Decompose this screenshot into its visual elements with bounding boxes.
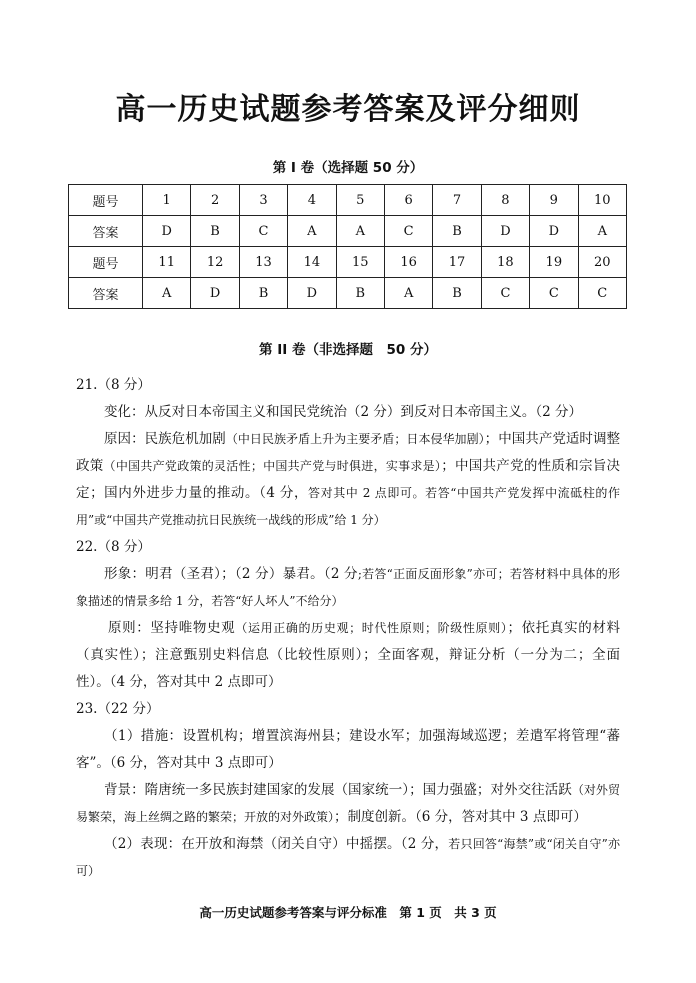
- section-heading-nonchoice: 第 II 卷（非选择题 50 分）: [259, 342, 437, 358]
- section-heading-choice: 第 I 卷（选择题 50 分）: [272, 160, 424, 176]
- row-label: 答案: [69, 278, 143, 309]
- table-cell: D: [530, 216, 578, 247]
- row-label: 题号: [69, 247, 143, 278]
- q22-principle: 原则：坚持唯物史观（运用正确的历史观；时代性原则；阶级性原则）；依托真实的材料（真实性）；注意甄别史料信息（比较性原则）；全面客观，辩证分析（一分为二；全面性）。（4 分，答对其中 2 点即可）: [76, 620, 621, 690]
- table-cell: C: [481, 278, 529, 309]
- q22-image: 形象：明君（圣君）；（2 分）暴君。（2 分;若答“正面反面形象”亦可；若答材料中具体的形象描述的情景多给 1 分，若答“好人坏人”不给分）: [76, 566, 620, 608]
- row-label: 题号: [69, 185, 143, 216]
- q23-heading: 23.（22 分）: [76, 701, 160, 717]
- table-cell: B: [239, 278, 287, 309]
- table-row: [69, 185, 627, 216]
- table-cell: A: [143, 278, 191, 309]
- table-cell: 14: [288, 247, 336, 278]
- table-cell: D: [191, 278, 239, 309]
- table-cell: 7: [433, 185, 481, 216]
- answer-table: [68, 184, 627, 309]
- q21-reason: 原因：民族危机加剧（中日民族矛盾上升为主要矛盾；日本侵华加剧）；中国共产党适时调整政策（中国共产党政策的灵活性；中国共产党与时俱进，实事求是）；中国共产党的性质和宗旨决定；国内外进步力量的推动。（4 分，答对其中 2 点即可。若答“中国共产党发挥中流砥柱的作用”或“中国共产党推动抗日民族统一战线的形成”给 1 分）: [76, 431, 621, 527]
- table-cell: 6: [384, 185, 432, 216]
- table-cell: B: [433, 216, 481, 247]
- table-cell: A: [336, 216, 384, 247]
- page-footer: 高一历史试题参考答案与评分标准 第 1 页 共 3 页: [199, 905, 497, 920]
- table-cell: 4: [288, 185, 336, 216]
- answer-body: [76, 372, 620, 885]
- table-cell: 1: [143, 185, 191, 216]
- table-cell: D: [481, 216, 529, 247]
- table-cell: B: [191, 216, 239, 247]
- table-cell: C: [578, 278, 626, 309]
- q22-heading: 22.（8 分）: [76, 539, 151, 555]
- table-cell: 13: [239, 247, 287, 278]
- row-label: 答案: [69, 216, 143, 247]
- table-cell: B: [336, 278, 384, 309]
- table-cell: 10: [578, 185, 626, 216]
- table-cell: 3: [239, 185, 287, 216]
- table-cell: C: [530, 278, 578, 309]
- table-cell: A: [384, 278, 432, 309]
- table-row: [69, 216, 627, 247]
- table-cell: 2: [191, 185, 239, 216]
- q23-part1-measures: （1）措施：设置机构；增置滨海州县；建设水军；加强海域巡逻；差遣军将管理“蕃客”。（6 分，答对其中 3 点即可）: [76, 728, 620, 771]
- table-cell: 12: [191, 247, 239, 278]
- table-cell: 19: [530, 247, 578, 278]
- q21-heading: 21.（8 分）: [76, 377, 151, 393]
- table-cell: 8: [481, 185, 529, 216]
- table-cell: 20: [578, 247, 626, 278]
- table-cell: A: [578, 216, 626, 247]
- table-cell: B: [433, 278, 481, 309]
- table-cell: D: [143, 216, 191, 247]
- table-cell: 11: [143, 247, 191, 278]
- table-cell: C: [239, 216, 287, 247]
- table-cell: A: [288, 216, 336, 247]
- table-cell: 17: [433, 247, 481, 278]
- table-cell: 16: [384, 247, 432, 278]
- q21-change: 变化：从反对日本帝国主义和国民党统治（2 分）到反对日本帝国主义。（2 分）: [104, 404, 583, 420]
- table-cell: 18: [481, 247, 529, 278]
- page-title: 高一历史试题参考答案及评分细则: [115, 92, 581, 127]
- table-cell: D: [288, 278, 336, 309]
- table-row: [69, 278, 627, 309]
- q23-part2: （2）表现：在开放和海禁（闭关自守）中摇摆。（2 分，若只回答“海禁”或“闭关自守”亦可）: [76, 836, 621, 878]
- table-row: [69, 247, 627, 278]
- table-cell: 5: [336, 185, 384, 216]
- table-cell: 15: [336, 247, 384, 278]
- table-cell: 9: [530, 185, 578, 216]
- q23-background: 背景：隋唐统一多民族封建国家的发展（国家统一）；国力强盛；对外交往活跃（对外贸易繁荣，海上丝绸之路的繁荣；开放的对外政策）；制度创新。（6 分，答对其中 3 点即可）: [76, 782, 620, 825]
- table-cell: C: [384, 216, 432, 247]
